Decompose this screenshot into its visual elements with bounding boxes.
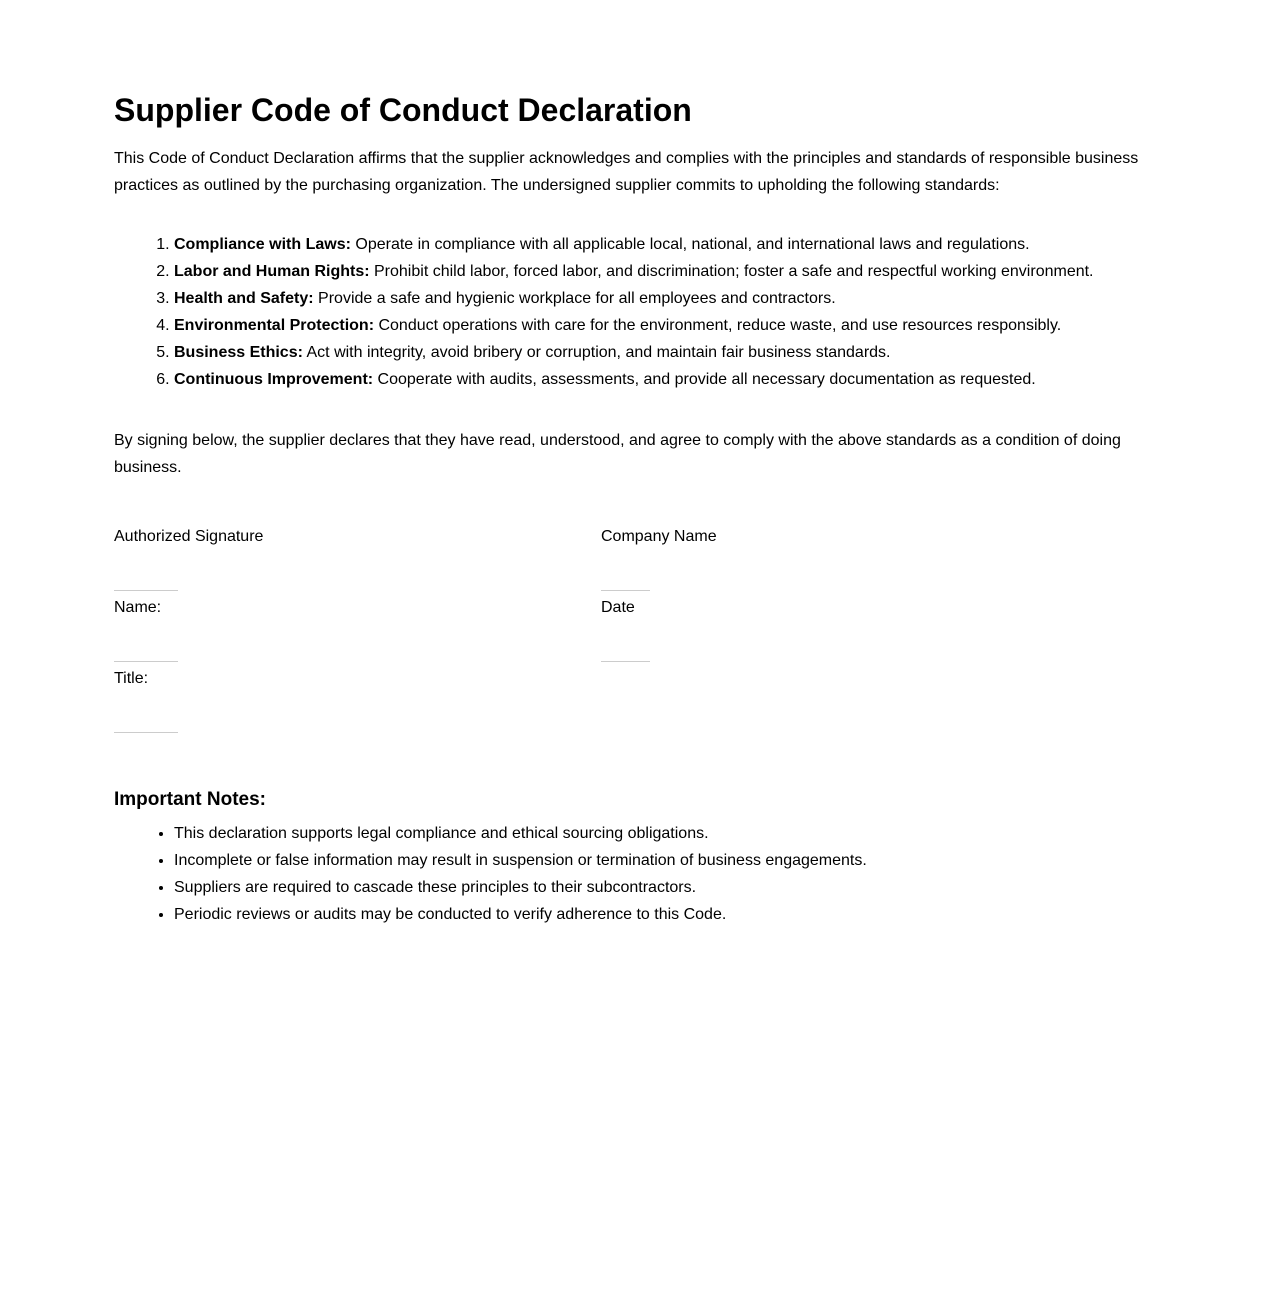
standard-heading: Compliance with Laws: bbox=[174, 236, 351, 253]
standard-item bbox=[174, 312, 1174, 339]
standard-text: Operate in compliance with all applicable local, national, and international laws and regulations. bbox=[350, 236, 1030, 253]
authorized-signature-line[interactable] bbox=[114, 590, 178, 591]
closing-paragraph: By signing below, the supplier declares that they have read, understood, and agree to comply with the above standards as a condition of doing business. bbox=[114, 432, 1121, 476]
date-line[interactable] bbox=[601, 661, 650, 662]
authorized-signature-field bbox=[114, 526, 514, 597]
standard-text: Act with integrity, avoid bribery or corruption, and maintain fair business standards. bbox=[302, 344, 891, 361]
standard-heading: Continuous Improvement: bbox=[174, 371, 374, 388]
standard-text: Conduct operations with care for the environment, reduce waste, and use resources responsibly. bbox=[374, 317, 1062, 334]
title-field bbox=[114, 668, 514, 739]
date-label: Date bbox=[601, 599, 635, 616]
name-field bbox=[114, 597, 514, 668]
standard-text: Prohibit child labor, forced labor, and discrimination; foster a safe and respectful working environment. bbox=[369, 263, 1094, 280]
standard-item bbox=[174, 285, 1174, 312]
authorized-signature-label: Authorized Signature bbox=[114, 528, 264, 545]
name-label: Name: bbox=[114, 599, 162, 616]
note-item: • Periodic reviews or audits may be conducted to verify adherence to this Code. bbox=[174, 901, 1174, 928]
standard-item bbox=[174, 258, 1174, 285]
intro-paragraph: This Code of Conduct Declaration affirms that the supplier acknowledges and complies with the principles and standards of responsible business practices as outlined by the purchasing organization. The undersigned supplier commits to upholding the following standards: bbox=[114, 150, 1139, 194]
notes-list bbox=[114, 820, 1174, 928]
standard-heading: Environmental Protection: bbox=[174, 317, 375, 334]
company-name-line[interactable] bbox=[601, 590, 650, 591]
title-line[interactable] bbox=[114, 732, 178, 733]
standards-list bbox=[114, 231, 1174, 393]
notes-heading: Important Notes: bbox=[114, 789, 266, 810]
standard-item bbox=[174, 366, 1174, 393]
page-title: Supplier Code of Conduct Declaration bbox=[114, 92, 692, 128]
title-label: Title: bbox=[114, 670, 149, 687]
note-item: • Incomplete or false information may result in suspension or termination of business engagements. bbox=[174, 847, 1174, 874]
signature-column-left bbox=[114, 526, 514, 739]
standard-heading: Health and Safety: bbox=[174, 290, 314, 307]
date-field bbox=[601, 597, 1001, 668]
company-name-field bbox=[601, 526, 1001, 597]
standard-heading: Labor and Human Rights: bbox=[174, 263, 370, 280]
standard-text: Cooperate with audits, assessments, and provide all necessary documentation as requested. bbox=[373, 371, 1036, 388]
name-line[interactable] bbox=[114, 661, 178, 662]
note-item: • Suppliers are required to cascade these principles to their subcontractors. bbox=[174, 874, 1174, 901]
company-name-label: Company Name bbox=[601, 528, 717, 545]
note-item: • This declaration supports legal compliance and ethical sourcing obligations. bbox=[174, 820, 1174, 847]
standard-item bbox=[174, 339, 1174, 366]
standard-heading: Business Ethics: bbox=[174, 344, 303, 361]
signature-column-right bbox=[601, 526, 1001, 668]
standard-text: Provide a safe and hygienic workplace for all employees and contractors. bbox=[313, 290, 836, 307]
standard-item bbox=[174, 231, 1174, 258]
